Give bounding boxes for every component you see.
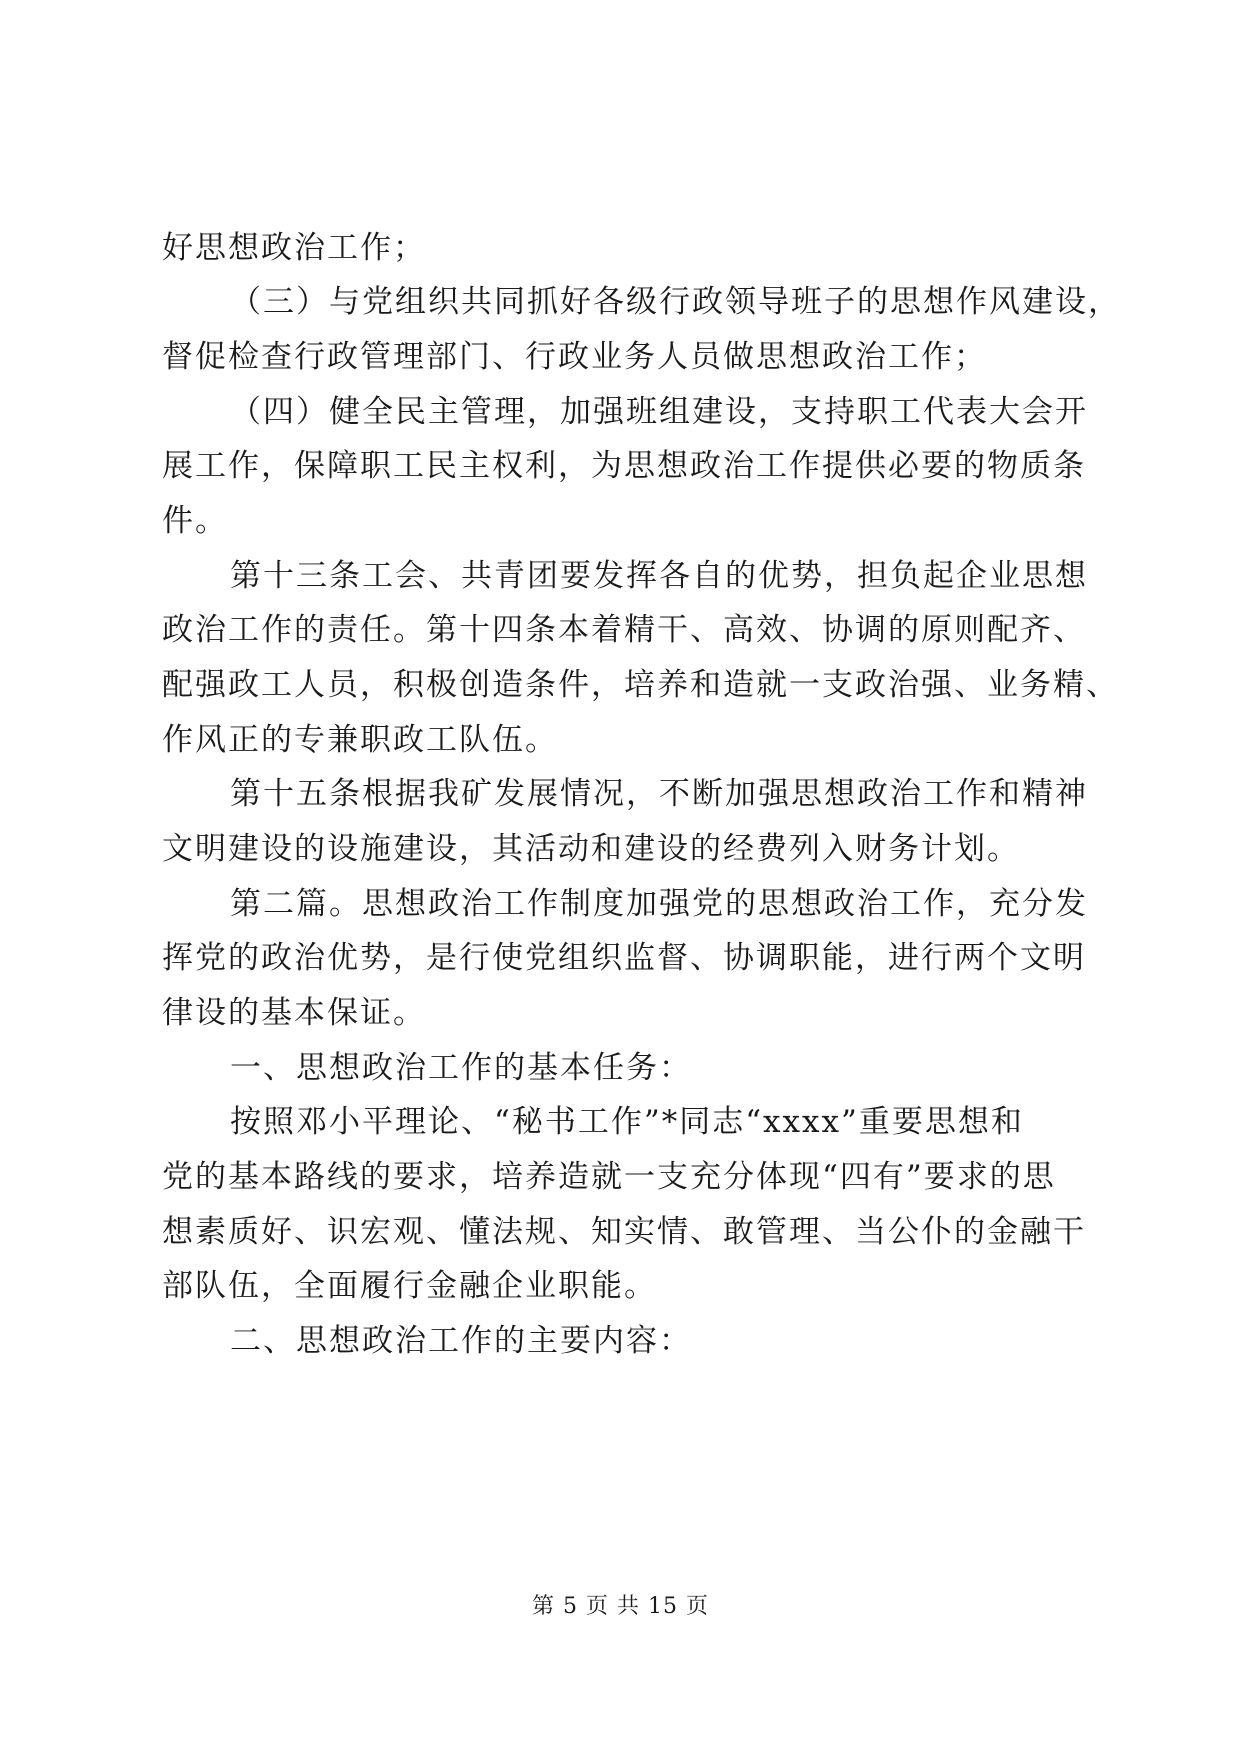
text-line: 部队伍，全面履行金融企业职能。 (162, 1268, 657, 1304)
text-line: 按照邓小平理论、“秘书工作”*同志“xxxx”重要思想和 (230, 1104, 1024, 1140)
text-line: 配强政工人员，积极创造条件，培养和造就一支政治强、业务精、 (162, 667, 1119, 703)
text-line: 第十三条工会、共青团要发挥各自的优势，担负起企业思想 (230, 558, 1088, 594)
text-line: 二、思想政治工作的主要内容： (230, 1323, 692, 1359)
text-line: 第十五条根据我矿发展情况，不断加强思想政治工作和精神 (230, 776, 1088, 812)
text-line: （三）与党组织共同抓好各级行政领导班子的思想作风建设， (230, 284, 1121, 320)
text-line: 督促检查行政管理部门、行政业务人员做思想政治工作； (162, 339, 987, 375)
page-number-footer: 第 5 页 共 15 页 (532, 1594, 709, 1619)
text-line: 展工作，保障职工民主权利，为思想政治工作提供必要的物质条 (162, 448, 1086, 484)
text-line: 一、思想政治工作的基本任务： (230, 1050, 692, 1086)
text-line: （四）健全民主管理，加强班组建设，支持职工代表大会开 (230, 394, 1088, 430)
text-line: 想素质好、识宏观、懂法规、知实情、敢管理、当公仆的金融干 (162, 1214, 1086, 1250)
text-line: 作风正的专兼职政工队伍。 (162, 722, 558, 758)
text-line: 政治工作的责任。第十四条本着精干、高效、协调的原则配齐、 (162, 612, 1086, 648)
text-line: 文明建设的设施建设，其活动和建设的经费列入财务计划。 (162, 831, 1020, 867)
text-line: 好思想政治工作； (162, 230, 426, 266)
text-line: 党的基本路线的要求，培养造就一支充分体现“四有”要求的思 (162, 1159, 1056, 1195)
text-line: 律设的基本保证。 (162, 995, 426, 1031)
text-line: 件。 (162, 503, 228, 539)
text-line: 第二篇。思想政治工作制度加强党的思想政治工作，充分发 (230, 886, 1088, 922)
text-line: 挥党的政治优势，是行使党组织监督、协调职能，进行两个文明 (162, 940, 1086, 976)
